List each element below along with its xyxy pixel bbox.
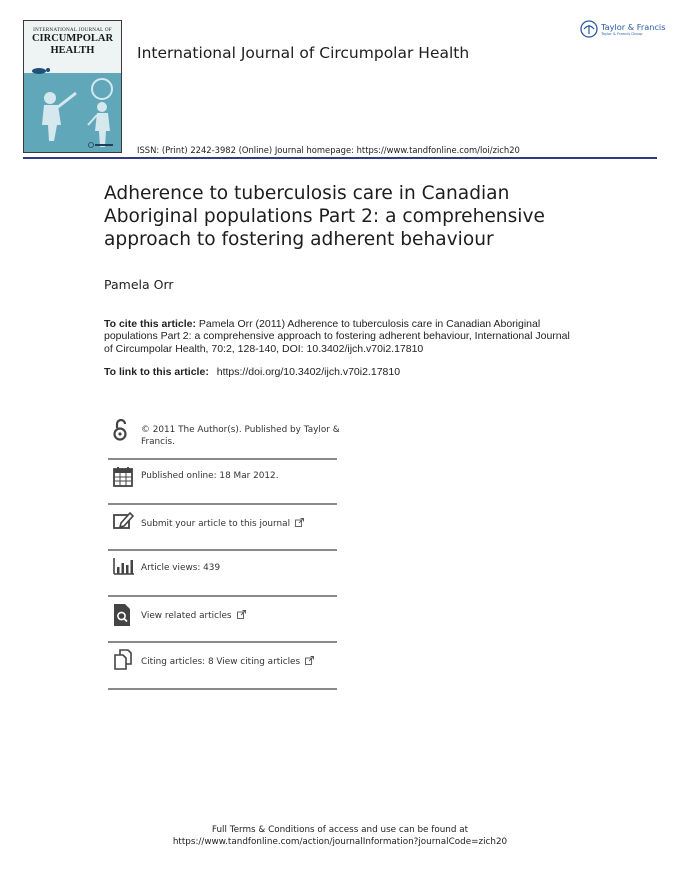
citation-block	[104, 318, 574, 355]
info-divider	[108, 503, 337, 505]
related-label[interactable]: View related articles	[141, 611, 232, 621]
info-divider	[108, 458, 337, 460]
cite-text: Pamela Orr (2011) Adherence to tuberculosis care in Canadian Aboriginal populations Part 2: a comprehensive approach to fostering adherent behaviour, International Journal of Circumpolar Health, 70:2, 128-140, DOI: 10.3402/ijch.v70i2.17810	[104, 318, 570, 355]
published-date: Published online: 18 Mar 2012.	[141, 471, 279, 481]
cover-title-line1: INTERNATIONAL JOURNAL OF	[33, 27, 112, 33]
publisher-name: Taylor & Francis	[601, 22, 666, 32]
footer-terms-text: Full Terms & Conditions of access and use can be found at	[211, 825, 469, 835]
submit-label[interactable]: Submit your article to this journal	[141, 519, 291, 529]
journal-title[interactable]: International Journal of Circumpolar Health	[137, 44, 470, 62]
info-divider	[108, 595, 337, 597]
bar-chart-icon	[112, 555, 138, 581]
license-text: © 2011 The Author(s). Published by Taylor & Francis.	[141, 425, 340, 447]
external-link-icon	[237, 610, 246, 619]
info-divider	[108, 641, 337, 643]
citing-label[interactable]: Citing articles: 8 View citing articles	[141, 657, 301, 667]
related-articles-link[interactable]	[141, 610, 246, 623]
open-access-icon	[108, 418, 134, 444]
calendar-icon	[112, 465, 138, 491]
author-name: Pamela Orr	[104, 277, 174, 292]
link-label: To link to this article:	[104, 366, 209, 378]
edit-icon[interactable]	[112, 510, 138, 536]
header-divider	[23, 157, 657, 159]
cover-title-line2: CIRCUMPOLAR	[31, 33, 114, 44]
article-link-line	[104, 366, 400, 378]
copy-icon[interactable]	[112, 648, 138, 674]
issn-line[interactable]: ISSN: (Print) 2242-3982 (Online) Journal homepage: https://www.tandfonline.com/loi/zich20	[137, 145, 520, 155]
info-divider	[108, 688, 337, 690]
cover-artwork	[24, 21, 122, 153]
doi-link[interactable]: https://doi.org/10.3402/ijch.v70i2.17810	[216, 366, 401, 378]
cover-title-line3: HEALTH	[50, 45, 95, 56]
submit-article-link[interactable]	[141, 518, 304, 531]
publisher-group: Taylor & Francis Group	[601, 32, 643, 36]
footer-terms-link[interactable]: https://www.tandfonline.com/action/journalInformation?journalCode=zich20	[172, 837, 508, 847]
external-link-icon	[295, 518, 304, 527]
cite-label: To cite this article:	[104, 318, 196, 330]
info-divider	[108, 549, 337, 551]
external-link-icon	[305, 656, 314, 665]
article-title: Adherence to tuberculosis care in Canadian Aboriginal populations Part 2: a comprehensive approach to fostering adherent behaviour	[104, 183, 545, 250]
article-views: Article views: 439	[141, 563, 221, 573]
citing-articles-link[interactable]	[141, 656, 314, 669]
search-document-icon[interactable]	[112, 603, 138, 629]
journal-cover	[23, 20, 122, 153]
